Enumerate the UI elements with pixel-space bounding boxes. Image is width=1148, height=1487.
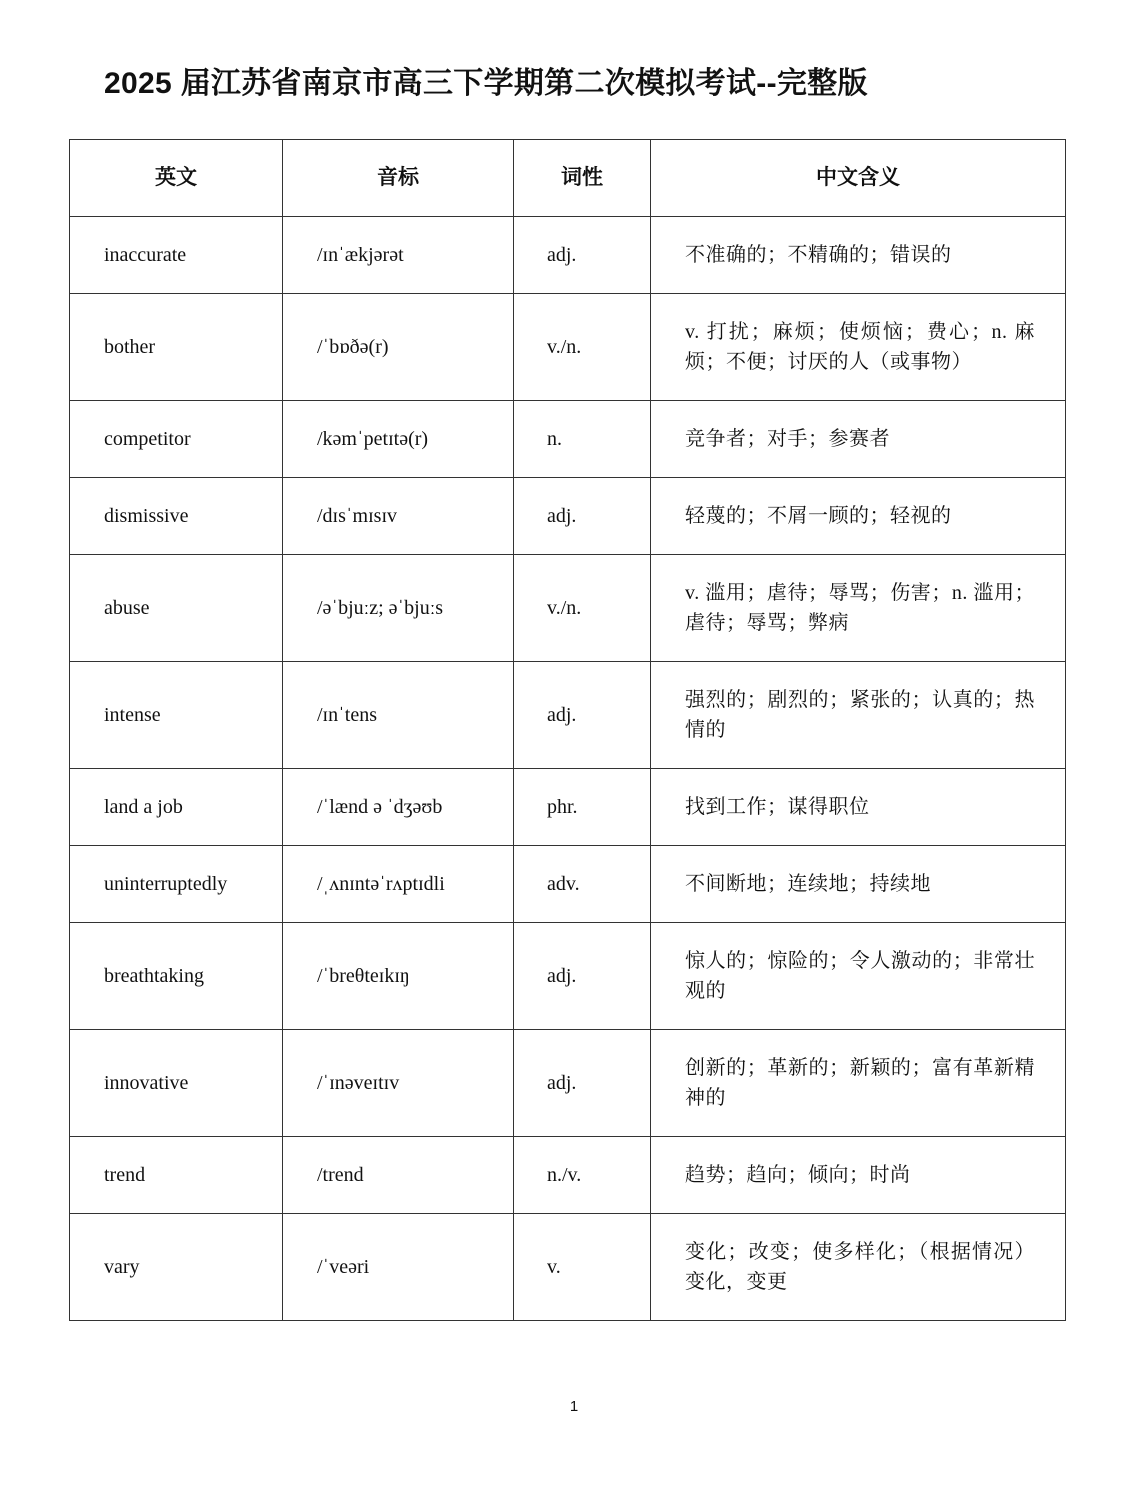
english-word: breathtaking: [70, 923, 283, 1030]
chinese-meaning: 创新的；革新的；新颖的；富有革新精神的: [651, 1030, 1066, 1137]
english-word: competitor: [70, 401, 283, 478]
table-row: [70, 1214, 1066, 1321]
header-pos: 词性: [514, 140, 651, 217]
part-of-speech: adj.: [514, 478, 651, 555]
phonetic: /dɪsˈmɪsɪv: [283, 478, 514, 555]
table-row: [70, 662, 1066, 769]
part-of-speech: adv.: [514, 846, 651, 923]
english-word: innovative: [70, 1030, 283, 1137]
english-word: bother: [70, 294, 283, 401]
header-meaning: 中文含义: [651, 140, 1066, 217]
page-number: 1: [569, 1398, 579, 1415]
part-of-speech: adj.: [514, 1030, 651, 1137]
chinese-meaning: 不间断地；连续地；持续地: [651, 846, 1066, 923]
table-row: [70, 923, 1066, 1030]
chinese-meaning: 惊人的；惊险的；令人激动的；非常壮观的: [651, 923, 1066, 1030]
english-word: land a job: [70, 769, 283, 846]
vocabulary-table: [69, 139, 1066, 1321]
phonetic: /trend: [283, 1137, 514, 1214]
chinese-meaning: 趋势；趋向；倾向；时尚: [651, 1137, 1066, 1214]
header-phonetic: 音标: [283, 140, 514, 217]
chinese-meaning: 轻蔑的；不屑一顾的；轻视的: [651, 478, 1066, 555]
table-row: [70, 846, 1066, 923]
page-title: 2025 届江苏省南京市高三下学期第二次模拟考试--完整版: [104, 67, 868, 100]
phonetic: /ˈbɒðə(r): [283, 294, 514, 401]
part-of-speech: n./v.: [514, 1137, 651, 1214]
part-of-speech: v./n.: [514, 555, 651, 662]
chinese-meaning: 变化；改变；使多样化；（根据情况）变化，变更: [651, 1214, 1066, 1321]
chinese-meaning: v. 滥用；虐待；辱骂；伤害；n. 滥用；虐待；辱骂；弊病: [651, 555, 1066, 662]
table-row: [70, 555, 1066, 662]
part-of-speech: v.: [514, 1214, 651, 1321]
phonetic: /ˈɪnəveɪtɪv: [283, 1030, 514, 1137]
table-row: [70, 217, 1066, 294]
english-word: vary: [70, 1214, 283, 1321]
chinese-meaning: 竞争者；对手；参赛者: [651, 401, 1066, 478]
part-of-speech: adj.: [514, 923, 651, 1030]
part-of-speech: phr.: [514, 769, 651, 846]
header-english: 英文: [70, 140, 283, 217]
english-word: uninterruptedly: [70, 846, 283, 923]
table-header-row: [70, 140, 1066, 217]
phonetic: /ˈlænd ə ˈdʒəʊb: [283, 769, 514, 846]
part-of-speech: adj.: [514, 217, 651, 294]
part-of-speech: adj.: [514, 662, 651, 769]
chinese-meaning: 找到工作；谋得职位: [651, 769, 1066, 846]
table-row: [70, 294, 1066, 401]
phonetic: /ɪnˈtens: [283, 662, 514, 769]
table-row: [70, 401, 1066, 478]
table-row: [70, 769, 1066, 846]
english-word: intense: [70, 662, 283, 769]
english-word: dismissive: [70, 478, 283, 555]
phonetic: /ˈbreθteɪkɪŋ: [283, 923, 514, 1030]
phonetic: /ˈveəri: [283, 1214, 514, 1321]
english-word: abuse: [70, 555, 283, 662]
phonetic: /kəmˈpetɪtə(r): [283, 401, 514, 478]
english-word: inaccurate: [70, 217, 283, 294]
part-of-speech: n.: [514, 401, 651, 478]
table-row: [70, 1137, 1066, 1214]
chinese-meaning: 强烈的；剧烈的；紧张的；认真的；热情的: [651, 662, 1066, 769]
chinese-meaning: v. 打扰；麻烦；使烦恼；费心；n. 麻烦；不便；讨厌的人（或事物）: [651, 294, 1066, 401]
phonetic: /ˌʌnɪntəˈrʌptɪdli: [283, 846, 514, 923]
part-of-speech: v./n.: [514, 294, 651, 401]
chinese-meaning: 不准确的；不精确的；错误的: [651, 217, 1066, 294]
phonetic: /əˈbjuːz; əˈbjuːs: [283, 555, 514, 662]
table-row: [70, 1030, 1066, 1137]
english-word: trend: [70, 1137, 283, 1214]
phonetic: /ɪnˈækjərət: [283, 217, 514, 294]
table-row: [70, 478, 1066, 555]
